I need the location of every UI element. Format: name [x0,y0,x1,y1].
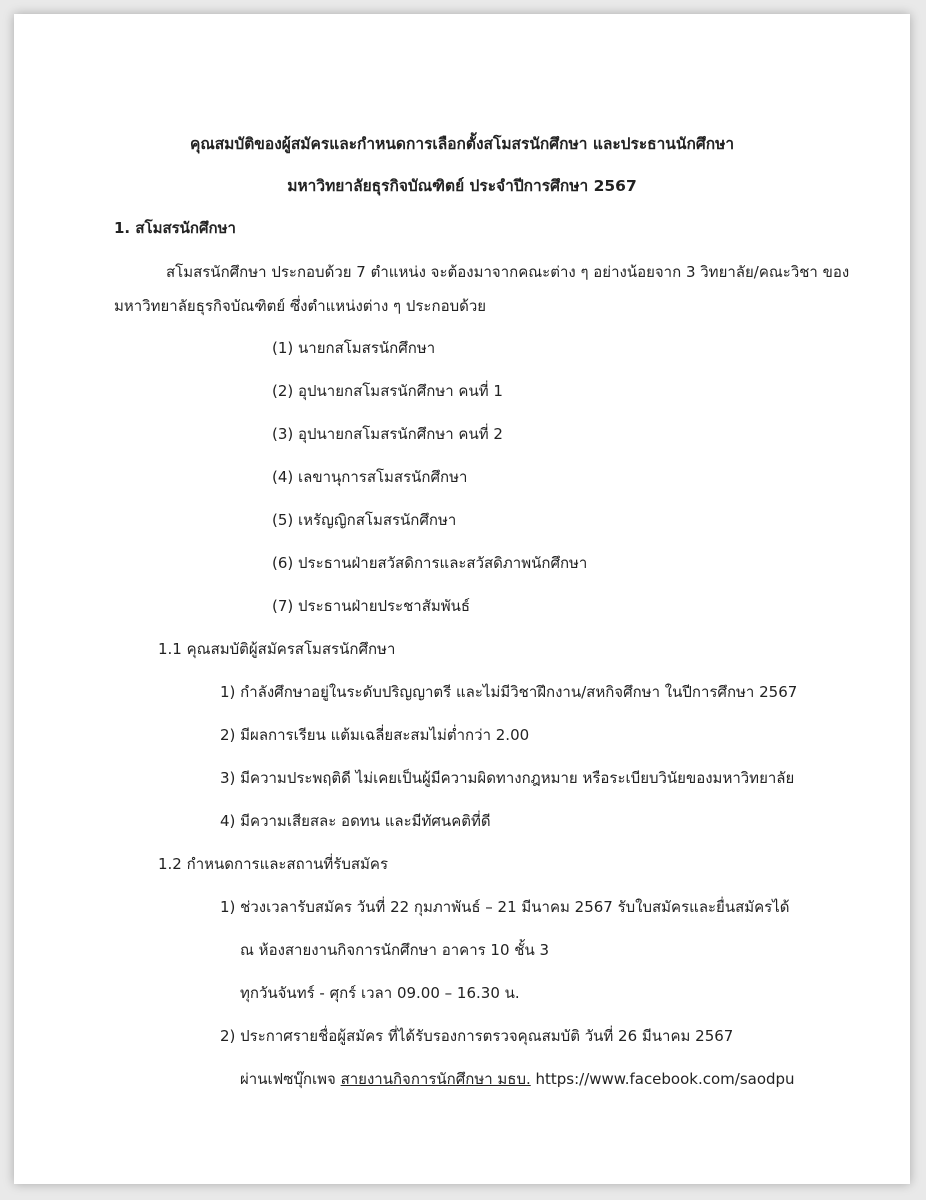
facebook-url-text: https://www.facebook.com/saodpu [530,1070,795,1088]
section-1-heading: 1. สโมสรนักศึกษา [114,219,236,237]
qualification-item: 4) มีความเสียสละ อดทน และมีทัศนคติที่ดี [220,812,491,830]
schedule-item-1-line-2: ณ ห้องสายงานกิจการนักศึกษา อาคาร 10 ชั้น 3 [240,941,550,959]
schedule-item-2-line-2 [240,1069,795,1089]
intro-line-2: มหาวิทยาลัยธุรกิจบัณฑิตย์ ซึ่งตำแหน่งต่าง ๆ ประกอบด้วย [114,297,487,315]
title-line-1: คุณสมบัติของผู้สมัครและกำหนดการเลือกตั้งสโมสรนักศึกษา และประธานนักศึกษา [189,135,735,153]
schedule-item-2-line-1: 2) ประกาศรายชื่อผู้สมัคร ที่ได้รับรองการตรวจคุณสมบัติ วันที่ 26 มีนาคม 2567 [220,1027,734,1045]
qualification-item: 1) กำลังศึกษาอยู่ในระดับปริญญาตรี และไม่มีวิชาฝึกงาน/สหกิจศึกษา ในปีการศึกษา 2567 [220,683,798,701]
position-item: (4) เลขานุการสโมสรนักศึกษา [272,468,468,486]
subsection-1-1-heading: 1.1 คุณสมบัติผู้สมัครสโมสรนักศึกษา [158,640,396,658]
position-item: (5) เหรัญญิกสโมสรนักศึกษา [272,511,457,529]
position-item: (7) ประธานฝ่ายประชาสัมพันธ์ [272,597,471,615]
position-item: (1) นายกสโมสรนักศึกษา [272,339,436,357]
facebook-page-link[interactable]: สายงานกิจการนักศึกษา มธบ. [340,1070,531,1088]
document-page [14,14,910,1184]
schedule-item-1-line-1: 1) ช่วงเวลารับสมัคร วันที่ 22 กุมภาพันธ์ – 21 มีนาคม 2567 รับใบสมัครและยื่นสมัครได้ [220,898,790,916]
intro-line-1: สโมสรนักศึกษา ประกอบด้วย 7 ตำแหน่ง จะต้องมาจากคณะต่าง ๆ อย่างน้อยจาก 3 วิทยาลัย/คณะวิชา ของ [166,263,850,281]
schedule-item-1-line-3: ทุกวันจันทร์ - ศุกร์ เวลา 09.00 – 16.30 น. [240,984,520,1002]
subsection-1-2-heading: 1.2 กำหนดการและสถานที่รับสมัคร [158,855,389,873]
title-line-2: มหาวิทยาลัยธุรกิจบัณฑิตย์ ประจำปีการศึกษา 2567 [287,177,637,195]
schedule-item-2-prefix: ผ่านเฟซบุ๊กเพจ [240,1070,341,1088]
qualification-item: 2) มีผลการเรียน แต้มเฉลี่ยสะสมไม่ต่ำกว่า 2.00 [220,726,530,744]
qualification-item: 3) มีความประพฤติดี ไม่เคยเป็นผู้มีความผิดทางกฎหมาย หรือระเบียบวินัยของมหาวิทยาลัย [220,769,795,787]
position-item: (6) ประธานฝ่ายสวัสดิการและสวัสดิภาพนักศึกษา [272,554,588,572]
position-item: (2) อุปนายกสโมสรนักศึกษา คนที่ 1 [272,382,503,400]
position-item: (3) อุปนายกสโมสรนักศึกษา คนที่ 2 [272,425,503,443]
